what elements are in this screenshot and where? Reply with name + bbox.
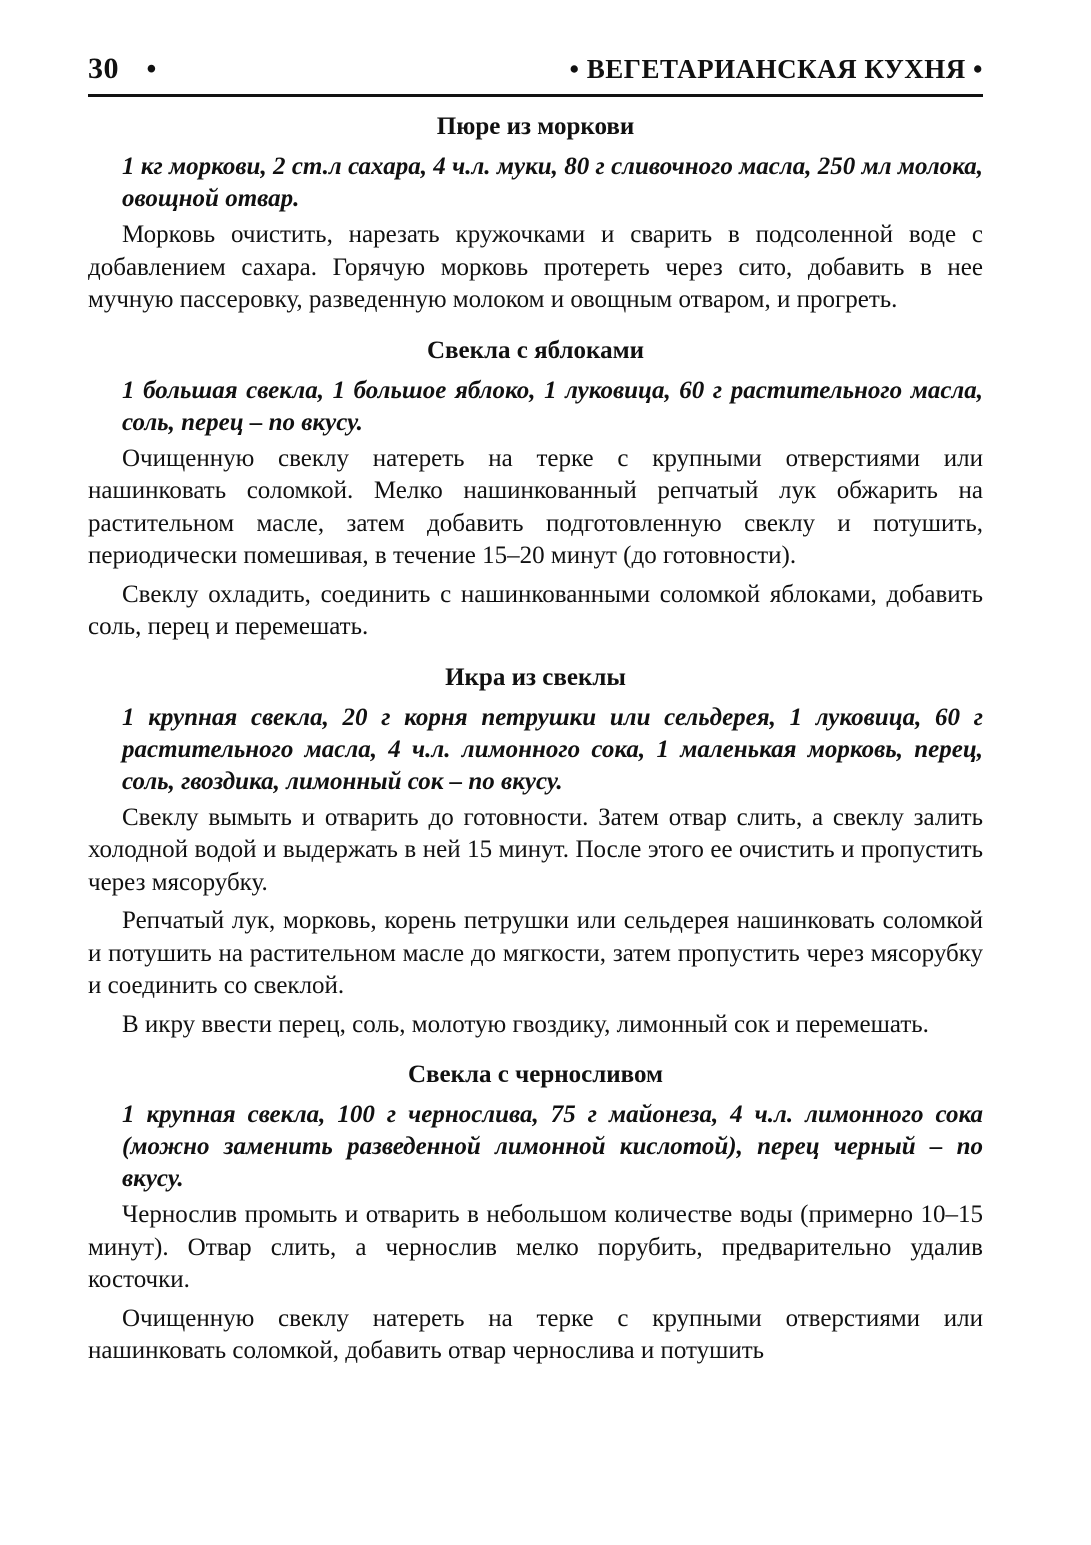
recipe-title: Икра из свеклы bbox=[445, 663, 626, 691]
page-number: 30 bbox=[88, 52, 119, 85]
recipe-paragraph: Свеклу вымыть и отварить до готовности. Затем отвар слить, а свеклу залить холодной водой и выдержать в ней 15 минут. После этого ее очистить и пропустить через мясорубку. bbox=[88, 803, 983, 896]
header-bullet: • bbox=[146, 54, 157, 85]
recipe-beet-prunes bbox=[88, 1059, 983, 1368]
running-header bbox=[88, 52, 983, 97]
recipe-beet-caviar bbox=[88, 662, 983, 1042]
recipe-ingredients: 1 крупная свекла, 100 г чернослива, 75 г майонеза, 4 ч.л. лимонного сока (можно заменить разведенной лимонной кислотой), перец черный – по вкусу. bbox=[122, 1101, 983, 1192]
recipe-paragraph: Очищенную свеклу натереть на терке с крупными отверстиями или нашинковать соломкой, добавить отвар чернослива и потушить bbox=[88, 1304, 983, 1364]
recipe-title: Пюре из моркови bbox=[436, 113, 635, 140]
recipe-ingredients: 1 крупная свекла, 20 г корня петрушки или сельдерея, 1 луковица, 60 г растительного масла, 4 ч.л. лимонного сока, 1 маленькая морковь, перец, соль, гвоздика, лимонный сок – по вкусу. bbox=[122, 703, 983, 795]
recipe-paragraph: В икру ввести перец, соль, молотую гвоздику, лимонный сок и перемешать. bbox=[122, 1010, 929, 1038]
recipe-paragraph: Свеклу охладить, соединить с нашинкованными соломкой яблоками, добавить соль, перец и перемешать. bbox=[88, 580, 983, 640]
recipe-paragraph: Чернослив промыть и отварить в небольшом количестве воды (примерно 10–15 минут). Отвар слить, а чернослив мелко порубить, предварительно удалив косточки. bbox=[88, 1201, 983, 1293]
recipe-beet-apples bbox=[88, 335, 983, 644]
recipe-title: Свекла с черносливом bbox=[407, 1061, 664, 1088]
header-left bbox=[88, 52, 157, 86]
recipe-paragraph: Репчатый лук, морковь, корень петрушки или сельдерея нашинковать соломкой и потушить на растительном масле до мягкости, затем пропустить через мясорубку и соединить со свеклой. bbox=[88, 907, 983, 999]
recipe-paragraph: Очищенную свеклу натереть на терке с крупными отверстиями или нашинковать соломкой. Мелко нашинкованный репчатый лук обжарить на растительном масле, затем добавить подготовленную свеклу и потушить, периодически помешивая, в течение 15–20 минут (до готовности). bbox=[88, 444, 983, 569]
recipe-title: Свекла с яблоками bbox=[426, 336, 645, 364]
recipe-puree-carrot bbox=[88, 111, 983, 317]
recipe-ingredients: 1 кг моркови, 2 ст.л сахара, 4 ч.л. муки, 80 г сливочного масла, 250 мл молока, овощной отвар. bbox=[122, 153, 983, 212]
book-title: • ВЕГЕТАРИАНСКАЯ КУХНЯ • bbox=[569, 54, 983, 84]
recipe-paragraph: Морковь очистить, нарезать кружочками и сварить в подсоленной воде с добавлением сахара. Горячую морковь протереть через сито, добавить в нее мучную пассеровку, разведенную молоком и овощным отваром, и прогреть. bbox=[88, 221, 983, 313]
recipe-ingredients: 1 большая свекла, 1 большое яблоко, 1 луковица, 60 г растительного масла, соль, перец – по вкусу. bbox=[122, 376, 983, 436]
book-page bbox=[88, 52, 983, 1374]
